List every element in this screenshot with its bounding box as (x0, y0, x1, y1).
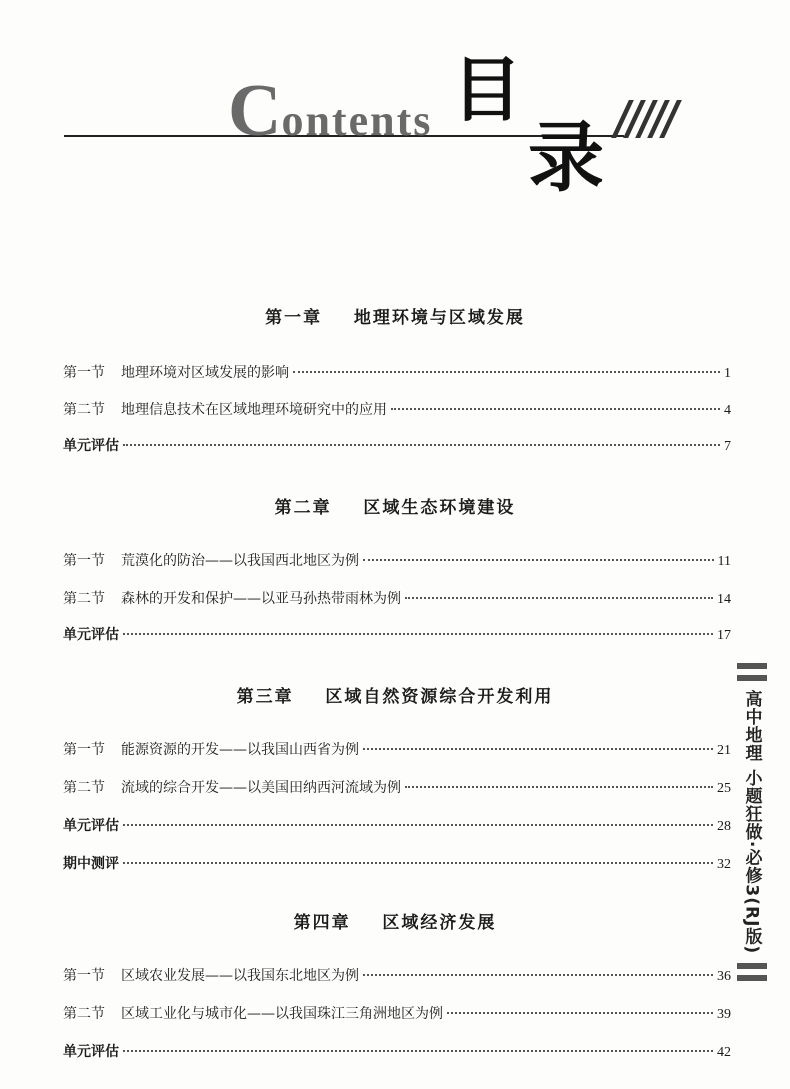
contents-heading (228, 70, 433, 152)
section-title: 区域工业化与城市化——以我国珠江三角洲地区为例 (121, 1006, 443, 1022)
section-number: 第一节 (63, 365, 105, 381)
page-number: 28 (717, 819, 731, 834)
dot-leader (123, 862, 713, 864)
dot-leader (293, 371, 720, 373)
page-number: 39 (717, 1007, 731, 1022)
section-number: 第二节 (63, 402, 105, 418)
unit-assessment-label: 单元评估 (63, 627, 119, 643)
side-tab (734, 660, 770, 984)
page-number: 32 (717, 857, 731, 872)
section-number: 第二节 (63, 780, 105, 796)
page-number: 7 (724, 439, 731, 454)
toc-row[interactable] (63, 588, 731, 608)
toc-row[interactable] (63, 362, 731, 382)
toc-row[interactable] (63, 550, 731, 570)
toc-row[interactable] (63, 965, 731, 985)
toc-row[interactable] (63, 777, 731, 797)
dot-leader (123, 1050, 713, 1052)
section-title: 区域农业发展——以我国东北地区为例 (121, 968, 359, 984)
unit-assessment-label: 单元评估 (63, 1044, 119, 1060)
section-title: 流域的综合开发——以美国田纳西河流域为例 (121, 780, 401, 796)
header-stripes (610, 100, 680, 138)
section-number: 第一节 (63, 968, 105, 984)
page-number: 42 (717, 1045, 731, 1060)
toc-header (0, 0, 790, 200)
dot-leader (405, 597, 713, 599)
dot-leader (363, 559, 714, 561)
mulu-char-2: 录 (528, 113, 604, 202)
section-number: 第二节 (63, 591, 105, 607)
unit-assessment-label: 单元评估 (63, 818, 119, 834)
toc-row[interactable] (63, 1003, 731, 1023)
dot-leader (391, 408, 720, 410)
toc-row[interactable] (63, 739, 731, 759)
page-number: 25 (717, 781, 731, 796)
contents-rest: ontents (281, 96, 433, 145)
side-tab-bar (737, 975, 767, 981)
page-number: 1 (724, 366, 731, 381)
contents-initial: C (228, 70, 282, 152)
side-tab-bar (737, 675, 767, 681)
page-number: 11 (717, 554, 731, 569)
dot-leader (123, 633, 713, 635)
dot-leader (363, 974, 713, 976)
page-number: 4 (724, 403, 731, 418)
dot-leader (363, 748, 713, 750)
toc-row[interactable] (63, 1041, 731, 1061)
midterm-assessment-label: 期中测评 (63, 856, 119, 872)
toc-row[interactable] (63, 624, 731, 644)
side-tab-bar (737, 963, 767, 969)
chapter-title: 第二章 区域生态环境建设 (274, 498, 516, 518)
section-title: 地理信息技术在区域地理环境研究中的应用 (121, 402, 387, 418)
side-tab-bar (737, 663, 767, 669)
dot-leader (405, 786, 713, 788)
section-title: 能源资源的开发——以我国山西省为例 (121, 742, 359, 758)
section-title: 地理环境对区域发展的影响 (121, 365, 289, 381)
toc-row[interactable] (63, 399, 731, 419)
section-title: 森林的开发和保护——以亚马孙热带雨林为例 (121, 591, 401, 607)
dot-leader (123, 824, 713, 826)
section-title: 荒漠化的防治——以我国西北地区为例 (121, 553, 359, 569)
page-number: 17 (717, 628, 731, 643)
section-number: 第二节 (63, 1006, 105, 1022)
chapter-title: 第一章 地理环境与区域发展 (265, 308, 525, 328)
unit-assessment-label: 单元评估 (63, 438, 119, 454)
page-number: 14 (717, 592, 731, 607)
chapter-title: 第四章 区域经济发展 (293, 913, 497, 933)
toc-row[interactable] (63, 815, 731, 835)
page-number: 21 (717, 743, 731, 758)
toc-row[interactable] (63, 435, 731, 455)
dot-leader (447, 1012, 713, 1014)
toc-row[interactable] (63, 853, 731, 873)
mulu-char-1: 目 (452, 48, 522, 131)
page-number: 36 (717, 969, 731, 984)
dot-leader (123, 444, 720, 446)
section-number: 第一节 (63, 553, 105, 569)
section-number: 第一节 (63, 742, 105, 758)
chapter-title: 第三章 区域自然资源综合开发利用 (236, 687, 554, 707)
side-tab-text: 高中地理 小题狂做·必修3(RJ版) (741, 690, 762, 955)
